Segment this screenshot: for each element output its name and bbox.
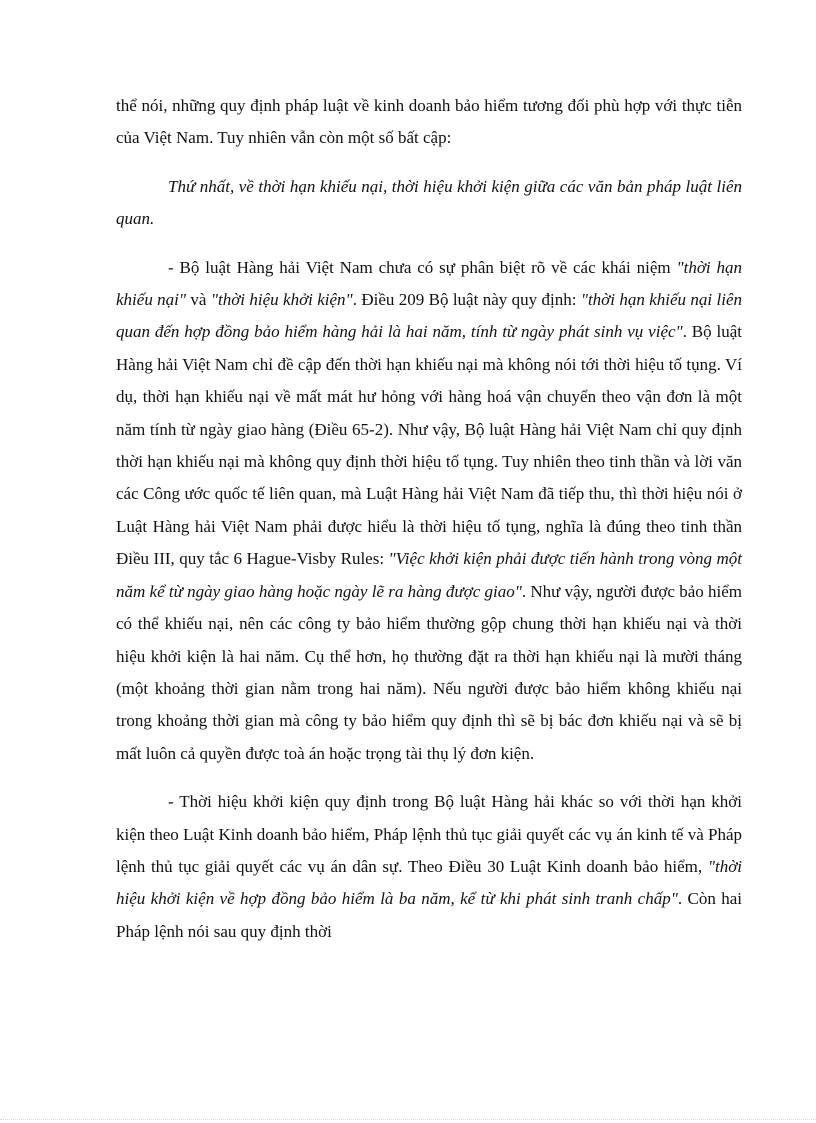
italic-text-segment: "Việc khởi kiện phải được tiến hành trong vòng một năm kể từ ngày giao hàng hoặc ngày lẽ ra hàng được giao": [116, 549, 742, 601]
italic-text-segment: "thời hiệu khởi kiện về hợp đồng bảo hiểm là ba năm, kể từ khi phát sinh tranh chấp": [116, 856, 742, 909]
text-segment: . Điều 209 Bộ luật này quy định:: [352, 290, 581, 310]
text-segment: . Như vậy, người được bảo hiểm có thể khiếu nại, nên các công ty bảo hiểm thường gộp chung thời hạn khiếu nại và thời hiệu khởi kiện là hai năm. Cụ thể hơn, họ thường đặt ra thời hạn khiếu nại là mười tháng (một khoảng thời gian nằm trong hai năm). Nếu người được bảo hiểm không khiếu nại trong khoảng thời gian mà công ty bảo hiểm quy định thì sẽ bị bác đơn khiếu nại và sẽ bị mất luôn cả quyền được toà án hoặc trọng tài thụ lý đơn kiện.: [116, 581, 743, 763]
italic-text-segment: "thời hạn khiếu nại liên quan đến hợp đồng bảo hiểm hàng hải là hai năm, tính từ ngày phát sinh vụ việc": [116, 290, 742, 342]
italic-text-segment: Thứ nhất, về thời hạn khiếu nại, thời hiệu khởi kiện giữa các văn bản pháp luật liên quan.: [116, 176, 742, 229]
paragraph-maritime-code: [116, 252, 742, 771]
text-segment: - Bộ luật Hàng hải Việt Nam chưa có sự phân biệt rõ về các khái niệm: [168, 257, 677, 277]
italic-text-segment: "thời hiệu khởi kiện": [210, 290, 353, 310]
text-segment: - Thời hiệu khởi kiện quy định trong Bộ luật Hàng hải khác so với thời hạn khởi kiện theo Luật Kinh doanh bảo hiểm, Pháp lệnh thủ tục giải quyết các vụ án kinh tế và Pháp lệnh thủ tục giải quyết các vụ án dân sự. Theo Điều 30 Luật Kinh doanh bảo hiểm,: [116, 792, 743, 876]
paragraph-limitation-period: [116, 786, 742, 948]
italic-text-segment: "thời hạn khiếu nại": [116, 257, 742, 310]
text-segment: . Còn hai Pháp lệnh nói sau quy định thời: [116, 889, 743, 941]
paragraph-intro: [116, 90, 742, 155]
page-bottom-divider: [0, 1119, 816, 1120]
text-segment: và: [186, 290, 211, 310]
document-body: [116, 90, 742, 948]
text-segment: thể nói, những quy định pháp luật về kinh doanh bảo hiểm tương đối phù hợp với thực tiễn của Việt Nam. Tuy nhiên vẫn còn một số bất cập:: [116, 96, 742, 148]
paragraph-italic-heading: [116, 171, 742, 236]
text-segment: . Bộ luật Hàng hải Việt Nam chỉ đề cập đến thời hạn khiếu nại mà không nói tới thời hiệu tố tụng. Ví dụ, thời hạn khiếu nại về mất mát hư hỏng với hàng hoá vận chuyển theo vận đơn là một năm tính từ ngày giao hàng (Điều 65-2). Như vậy, Bộ luật Hàng hải Việt Nam chỉ quy định thời hạn khiếu nại mà không quy định thời hiệu tố tụng. Tuy nhiên theo tinh thần và lời văn các Công ước quốc tế liên quan, mà Luật Hàng hải Việt Nam đã tiếp thu, thì thời hiệu nói ở Luật Hàng hải Việt Nam phải được hiểu là thời hiệu tố tụng, nghĩa là đúng theo tinh thần Điều III, quy tắc 6 Hague-Visby Rules:: [116, 322, 743, 569]
